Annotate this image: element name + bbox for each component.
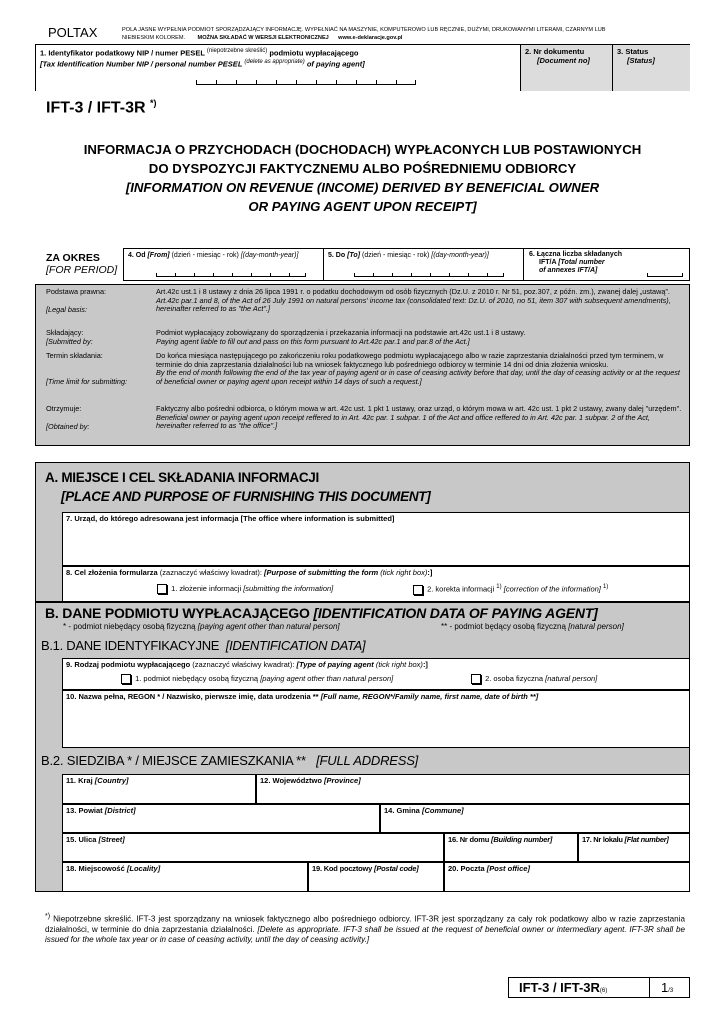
period-to-fmt: (dzień - miesiąc - rok) (362, 252, 430, 259)
fill-notice-line1: POLA JASNE WYPEŁNIA PODMIOT SPORZĄDZAJĄCY INFORMACJĘ. WYPEŁNIAĆ NA MASZYNIE, KOMPUTEROWO LUB RĘCZNIE, DUŻYMI, DRUKOWANYMI LITERAMI, CZARNYM LUB (122, 27, 606, 33)
period-label (46, 252, 117, 276)
footnote (45, 912, 685, 945)
nip-label-pl: 1. Identyfikator podatkowy NIP / numer PESEL (40, 48, 205, 58)
agent-natural-person-label: 2. osoba fizyczna (485, 674, 544, 683)
document-number-field (520, 45, 612, 91)
status-label: 3. Status (617, 47, 649, 56)
period-to-field[interactable] (324, 249, 524, 280)
nip-field[interactable] (36, 45, 520, 91)
annex-label-en2: of annexes IFT/A] (539, 267, 598, 274)
postal-code-label: 19. Kod pocztowy (312, 864, 373, 873)
footnote-mark: *) (45, 913, 51, 920)
building-number-label-en: [Building number] (491, 835, 553, 844)
footer-box (508, 977, 690, 998)
flat-number-label-en: [Flat number] (624, 835, 669, 844)
annex-label-ifta: IFT/A (539, 259, 557, 266)
section-a-title (45, 468, 430, 506)
annex-count-field[interactable] (524, 249, 689, 280)
footnote-text-pl: Niepotrzebne skreślić. IFT-3 jest sporządzany na wniosek faktycznego albo pośredniego odbiorcy. IFT-3R jest sporządzany za cały rok podatkowy albo w razie zaprzestania działalności, w terminie do dnia zaprzestania działalności. (45, 914, 685, 934)
period-from-num: 4. Od (128, 252, 146, 259)
post-office-label-en: [Post office] (486, 864, 530, 873)
province-field[interactable] (256, 774, 690, 804)
nip-label-pl-b: podmiotu wypłacającego (269, 48, 359, 58)
commune-field[interactable] (380, 804, 690, 833)
form-code-text: IFT-3 / IFT-3R (46, 99, 146, 117)
agent-type-hint-en: (tick right box) (375, 660, 423, 669)
agent-type-label: 9. Rodzaj podmiotu wypłacającego (66, 660, 191, 669)
purpose-field (62, 566, 690, 602)
fill-notice-electronic: MOŻNA SKŁADAĆ W WERSJI ELEKTRONICZNEJ (197, 35, 329, 41)
period-to-en: [To] (347, 252, 361, 259)
period-label-pl: ZA OKRES (46, 252, 100, 264)
purpose-hint: (zaznaczyć właściwy kwadrat): (159, 568, 262, 577)
period-from-ticks (156, 273, 306, 277)
section-b-note1: * - podmiot niebędący osobą fizyczną [paying agent other than natural person] (63, 622, 340, 631)
title-en-line1: [INFORMATION ON REVENUE (INCOME) DERIVED BY BENEFICIAL OWNER (125, 180, 600, 195)
agent-legal-entity-label-en: [paying agent other than natural person] (260, 674, 394, 683)
title-pl-line2: DO DYSPOZYCJI FAKTYCZNEMU ALBO POŚREDNIEMU ODBIORCY (148, 161, 577, 176)
purpose-correction-label: 2. korekta informacji (427, 584, 495, 594)
province-label: 12. Województwo (260, 776, 322, 785)
province-label-en: [Province] (324, 776, 361, 785)
full-name-label: 10. Nazwa pełna, REGON * / Nazwisko, pierwsze imię, data urodzenia ** (66, 692, 319, 701)
country-label: 11. Kraj (66, 776, 93, 785)
section-a (35, 462, 690, 602)
footer-form-code: IFT-3 / IFT-3R(6) (519, 980, 608, 995)
purpose-submit-label-en: [submitting the information] (243, 584, 334, 593)
agent-type-label-end: :] (422, 660, 428, 669)
section-b-title-pl: B. DANE PODMIOTU WYPŁACAJĄCEGO (45, 605, 310, 621)
nip-label-en: [Tax Identification Number NIP / personal number PESEL (40, 59, 243, 68)
info-legal-label: Podstawa prawna: [Legal basis: (46, 287, 107, 314)
section-b-title-en: [IDENTIFICATION DATA OF PAYING AGENT] (313, 605, 598, 621)
footer-divider (649, 978, 650, 997)
document-number-label-en: [Document no] (537, 56, 590, 65)
info-submitter-label: Składający: [Submitted by: (46, 328, 93, 346)
fill-notice-line2 (122, 34, 662, 42)
purpose-correction-sup: 1) (496, 584, 502, 590)
agent-legal-entity-label: 1. podmiot niebędący osobą fizyczną (135, 674, 259, 683)
title-en-line2: OR PAYING AGENT UPON RECEIPT] (248, 199, 477, 214)
purpose-hint-en: (tick right box) (380, 568, 428, 577)
period-to-fmt-en: [(day-month-year)] (431, 252, 489, 259)
annex-label-pl: 6. Łączna liczba składanych (529, 251, 622, 258)
period-to-ticks (354, 273, 504, 277)
district-label: 13. Powiat (66, 806, 103, 815)
locality-field[interactable] (62, 862, 308, 892)
agent-natural-person-checkbox[interactable] (471, 674, 481, 684)
flat-number-label: 17. Nr lokalu (582, 835, 623, 844)
nip-label-en-b: of paying agent] (306, 59, 365, 68)
form-title (35, 140, 690, 216)
agent-type-label-en: [Type of paying agent (296, 660, 374, 669)
footnote-text-en: [Delete as appropriate. IFT-3 shall be issued at the request of beneficial owner or intermediary agent. IFT-3R shall be issued for the whole tax year or in case of ceasing activity, until the day of ceasing activity.] (45, 924, 686, 944)
page-number: 1/3 (661, 980, 674, 995)
country-label-en: [Country] (94, 776, 129, 785)
info-submitter-text: Podmiot wypłacający zobowiązany do sporządzenia i przekazania informacji na podstawie art.42c ust.1 i 8 ustawy. Paying agent liable to fill out and pass on this form pursuant to Art.42c par.1 and par.8 of the Act.] (156, 328, 526, 346)
section-a-title-pl: A. MIEJSCE I CEL SKŁADANIA INFORMACJI (45, 470, 319, 485)
annex-ticks (647, 273, 683, 277)
street-label-en: [Street] (98, 835, 125, 844)
district-field[interactable] (62, 804, 380, 833)
purpose-correction-checkbox[interactable] (413, 585, 423, 595)
agent-type-field (62, 658, 690, 690)
footer-version: (6) (599, 988, 608, 994)
nip-label-en-sup: (delete as appropriate) (244, 58, 305, 65)
poltax-logo: POLTAX (48, 25, 98, 40)
status-field (612, 45, 690, 91)
period-from-fmt: (dzień - miesiąc - rok) (171, 252, 239, 259)
period-to-num: 5. Do (328, 252, 346, 259)
fill-notice (122, 26, 662, 42)
full-name-field[interactable] (62, 690, 690, 748)
b2-title: B.2. SIEDZIBA * / MIEJSCE ZAMIESZKANIA ** [FULL ADDRESS] (41, 753, 419, 768)
building-number-field[interactable] (444, 833, 578, 862)
info-deadline-text: Do końca miesiąca następującego po zakończeniu roku podatkowego podmiotu wypłacającego albo w razie zaprzestania działalności przed tym terminem, w terminie do dnia zaprzestania działalności lub na wniosek faktycznego lub pośredniego odbiorcy w terminie 14 dni od dnia złożenia wniosku. By the end of month following the end of the tax year of paying agent or in case of ceasing activity before that day, until the day of ceasing activity or at the request of beneficial owner or paying agent upon receipt within 14 days of such a request.] (156, 351, 680, 386)
period-from-en: [From] (147, 252, 170, 259)
nip-label-pl-sup: (niepotrzebne skreślić) (206, 48, 268, 54)
agent-type-hint: (zaznaczyć właściwy kwadrat): (192, 660, 295, 669)
title-pl-line1: INFORMACJA O PRZYCHODACH (DOCHODACH) WYPŁACONYCH LUB POSTAWIONYCH (83, 142, 642, 157)
period-from-fmt-en: [(day-month-year)] (240, 252, 299, 259)
post-office-label: 20. Poczta (448, 864, 485, 873)
commune-label-en: [Commune] (421, 806, 464, 815)
info-legal-text: Art.42c ust.1 i 8 ustawy z dnia 26 lipca 1991 r. o podatku dochodowym od osób fizycznych (Dz.U. z 2010 r. Nr 51, poz.307, z późn. zm.), zwanej dalej „ustawą”. Art.42c par.1 and 8, of the Act of 26 July 1991 on natural persons' income tax (consolidated text: Dz.U. of 2010, no 51, item 307 with subsequent amendments), hereinafter referred to as "the Act".] (156, 287, 671, 314)
b1-title: B.1. DANE IDENTYFIKACYJNE [IDENTIFICATION DATA] (41, 638, 366, 653)
agent-legal-entity-checkbox[interactable] (121, 674, 131, 684)
locality-label-en: [Locality] (126, 864, 161, 873)
section-b-title (45, 605, 598, 621)
purpose-submit-checkbox[interactable] (157, 584, 167, 594)
purpose-correction-sup2: 1) (602, 584, 609, 590)
status-label-en: [Status] (627, 56, 655, 65)
purpose-correction-label-en: [correction of the information] (503, 584, 601, 594)
fill-notice-color: NIEBIESKIM KOLOREM. (122, 35, 186, 41)
purpose-label-en: [Purpose of submitting the form (264, 568, 379, 577)
section-b (35, 602, 690, 892)
nip-ticks (196, 80, 416, 85)
info-recipient-label: Otrzymuje: [Obtained by: (46, 404, 90, 431)
postal-code-field[interactable] (308, 862, 444, 892)
agent-natural-person-label-en: [natural person] (545, 674, 598, 683)
country-field[interactable] (62, 774, 256, 804)
district-label-en: [District] (104, 806, 136, 815)
fill-notice-url: www.e-deklaracje.gov.pl (338, 35, 403, 41)
building-number-label: 16. Nr domu (448, 835, 490, 844)
flat-number-field[interactable] (578, 833, 690, 862)
period-label-en: [FOR PERIOD] (46, 264, 118, 276)
purpose-label: 8. Cel złożenia formularza (66, 568, 158, 577)
period-block (123, 248, 690, 281)
purpose-submit-label: 1. złożenie informacji (171, 584, 242, 593)
post-office-field[interactable] (444, 862, 690, 892)
commune-label: 14. Gmina (384, 806, 420, 815)
street-field[interactable] (62, 833, 444, 862)
period-from-field[interactable] (124, 249, 324, 280)
purpose-label-end: :] (427, 568, 433, 577)
info-recipient-text: Faktyczny albo pośredni odbiorca, o którym mowa w art. 42c ust. 1 pkt 1 ustawy, oraz urząd, o którym mowa w art. 42c ust. 1 pkt 2 ustawy, zwany dalej "urzędem". Beneficial owner or paying agent upon receipt reffered to in Art. 42c par. 1 subpar. 1 of the Act and office reffered to in Art. 42c par. 1 subpar. 2 of the Act, hereinafter referred to as "the office".] (156, 404, 682, 431)
info-deadline-label: Termin składania: [Time limit for submitting: (46, 351, 128, 386)
form-code-sup: *) (150, 98, 157, 108)
postal-code-label-en: [Postal code] (374, 864, 419, 873)
street-label: 15. Ulica (66, 835, 97, 844)
locality-label: 18. Miejscowość (66, 864, 125, 873)
office-label: 7. Urząd, do którego adresowana jest informacja [The office where information is submitted] (66, 514, 395, 523)
page-total: /3 (668, 988, 674, 994)
identifier-block (35, 44, 690, 91)
section-a-title-en: [PLACE AND PURPOSE OF FURNISHING THIS DOCUMENT] (61, 489, 431, 504)
info-block (35, 284, 690, 446)
document-number-label: 2. Nr dokumentu (525, 47, 585, 56)
annex-label-en: [Total number (558, 259, 605, 266)
full-name-label-en: [Full name, REGON*/Family name, first name, date of birth **] (320, 692, 539, 701)
form-code (46, 98, 157, 117)
section-b-note2: ** - podmiot będący osobą fizyczną [natural person] (441, 622, 624, 631)
office-field[interactable] (62, 512, 690, 566)
